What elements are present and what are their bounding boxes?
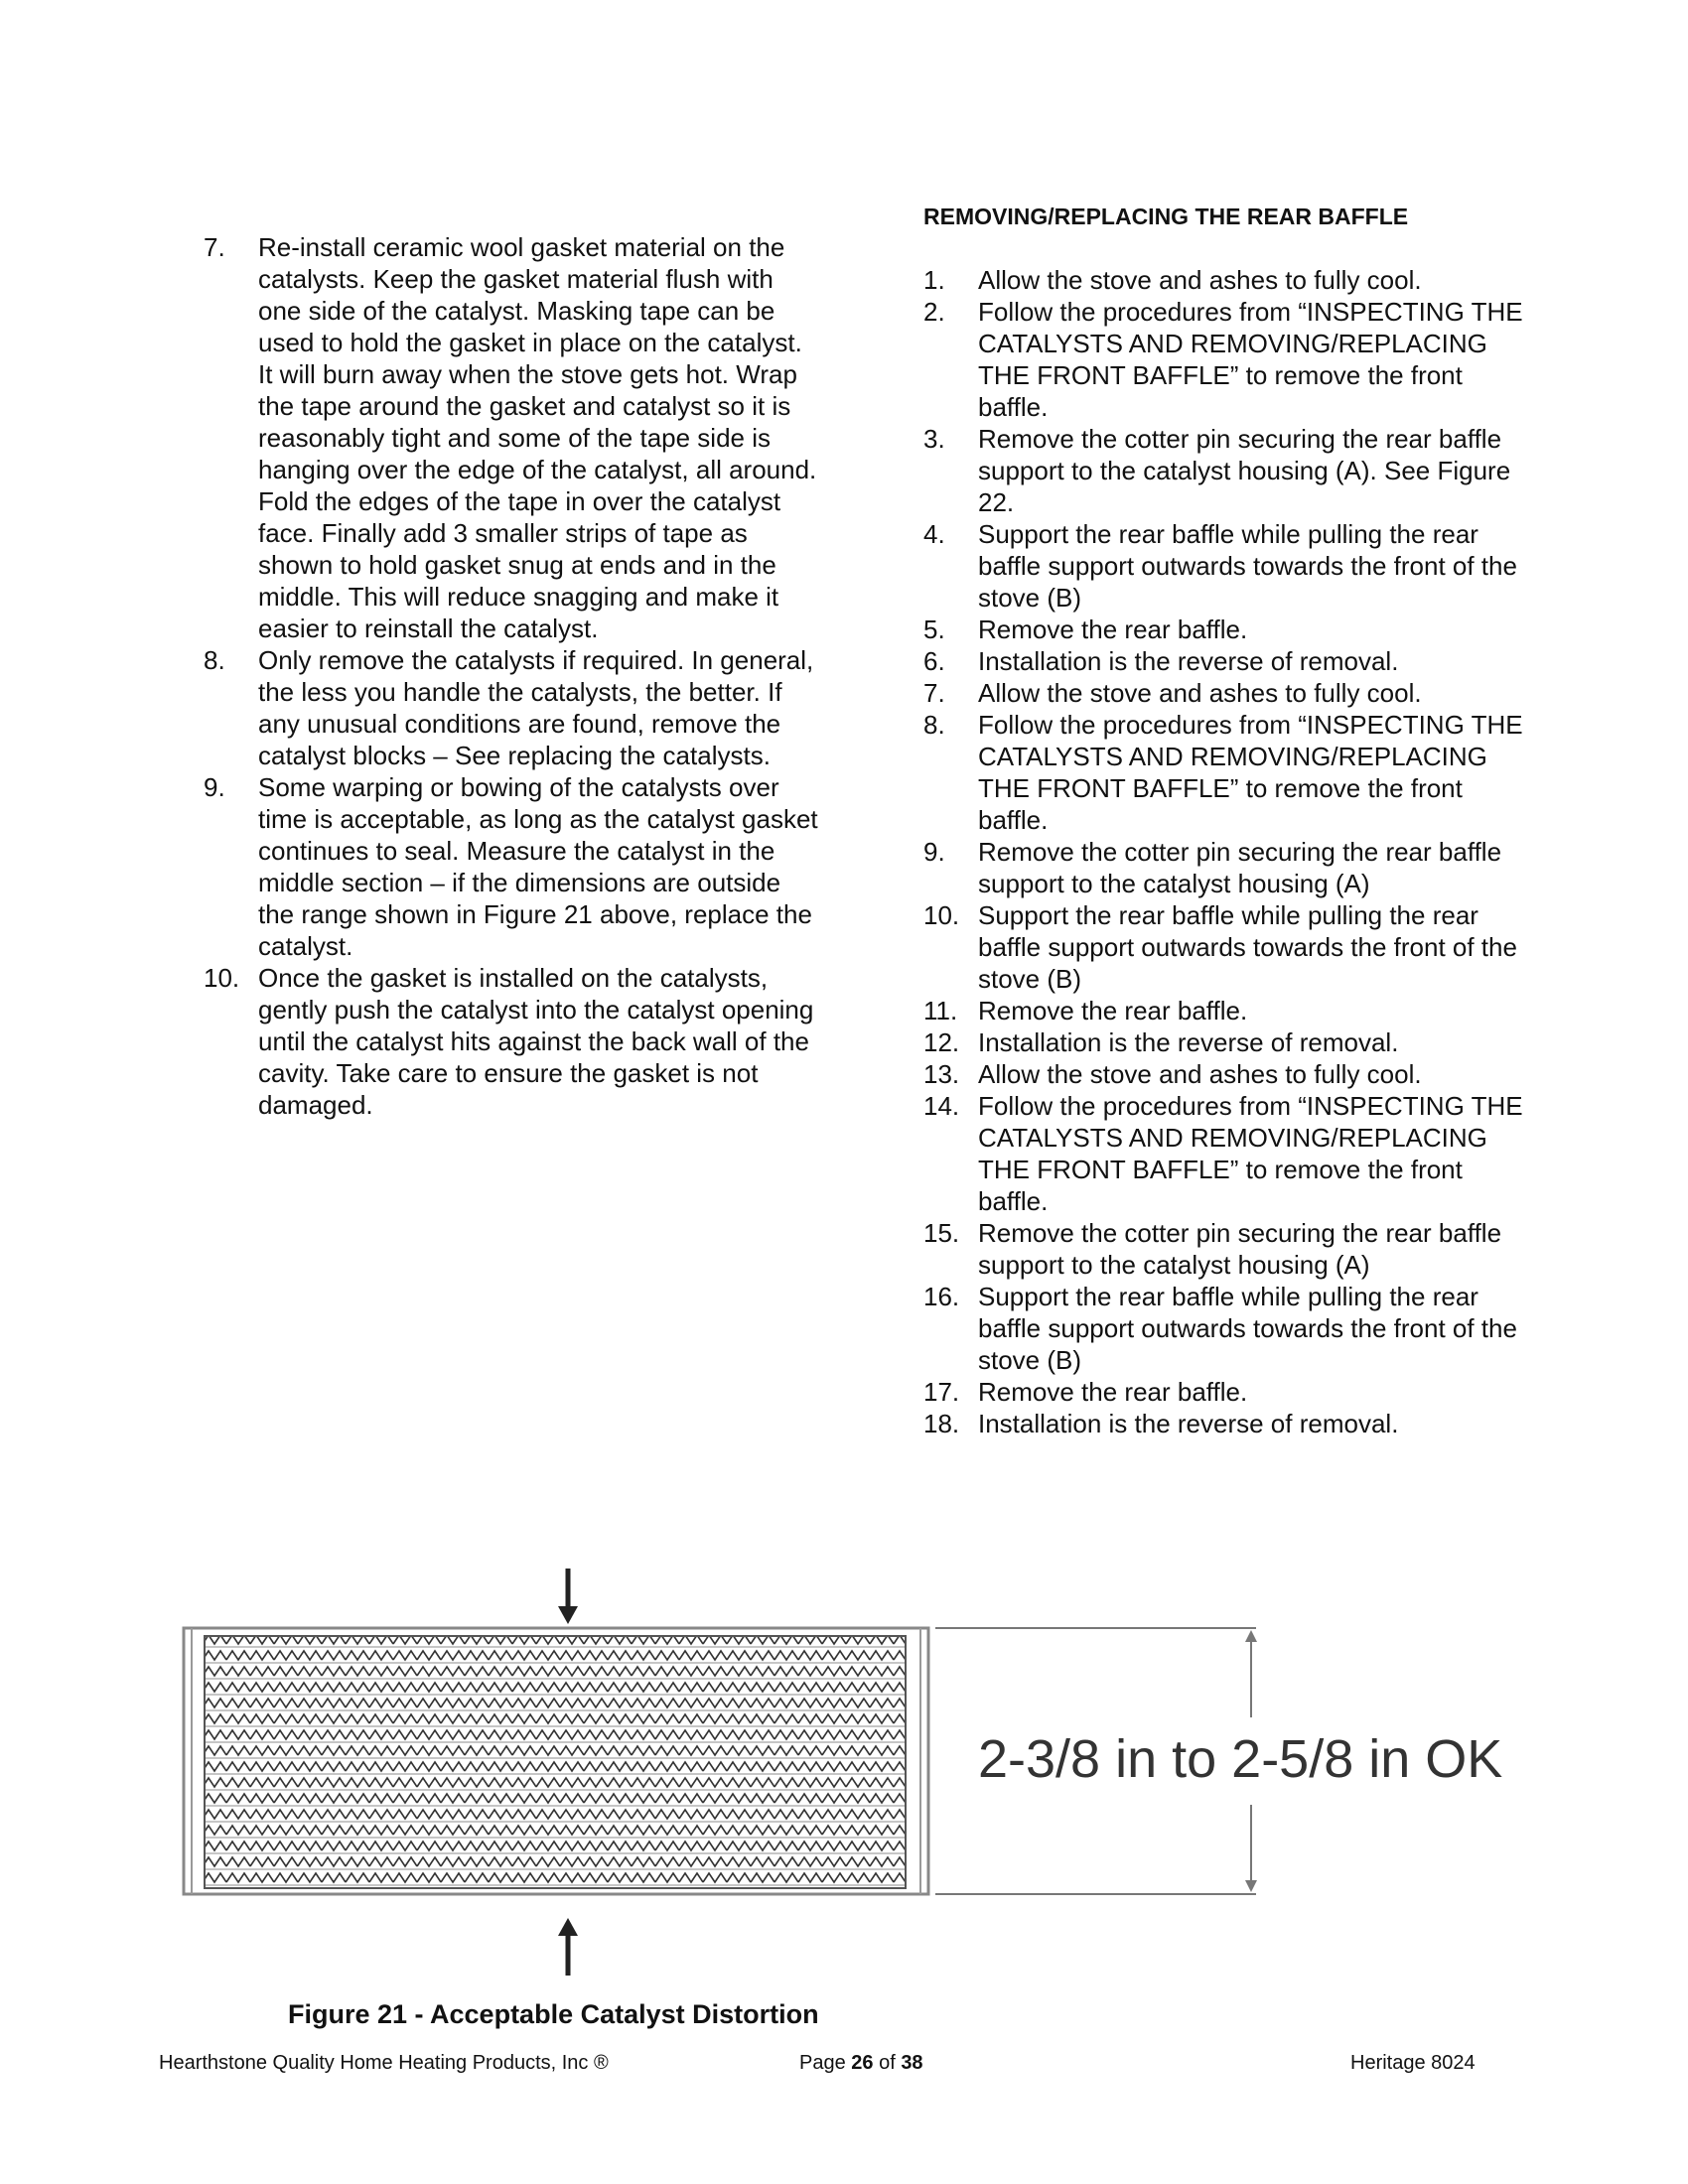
list-item: [923, 1408, 1539, 1439]
left-instruction-list: [204, 231, 819, 1121]
item-number: 4.: [923, 519, 945, 549]
section-heading: REMOVING/REPLACING THE REAR BAFFLE: [923, 204, 1409, 229]
list-item: [923, 423, 1539, 518]
catalyst-figure: [179, 1569, 1569, 1985]
list-item: [923, 518, 1539, 614]
left-column: [204, 231, 819, 1121]
footer-company: Hearthstone Quality Home Heating Products, Inc ®: [159, 2052, 609, 2074]
item-text: Installation is the reverse of removal.: [978, 646, 1399, 676]
item-text: Remove the rear baffle.: [978, 614, 1248, 644]
item-text: Once the gasket is installed on the catalysts, gently push the catalyst into the catalyst opening until the catalyst hits against the back wall of the cavity. Take care to ensure the gasket is not damaged.: [258, 963, 814, 1120]
list-item: [204, 644, 819, 771]
top-arrow-icon: [558, 1569, 578, 1624]
item-text: Remove the rear baffle.: [978, 1377, 1248, 1407]
item-number: 13.: [923, 1059, 960, 1089]
list-item: [923, 677, 1539, 709]
list-item: [923, 1026, 1539, 1058]
item-text: Support the rear baffle while pulling the rear baffle support outwards towards the front of the stove (B): [978, 519, 1517, 613]
bottom-arrow-icon: [558, 1918, 578, 1976]
item-number: 3.: [923, 424, 945, 454]
item-text: Allow the stove and ashes to fully cool.: [978, 1059, 1422, 1089]
item-text: Follow the procedures from “INSPECTING THE CATALYSTS AND REMOVING/REPLACING THE FRONT BAFFLE” to remove the front baffle.: [978, 1091, 1523, 1216]
item-number: 7.: [204, 232, 225, 262]
item-number: 16.: [923, 1282, 960, 1311]
item-number: 7.: [923, 678, 945, 708]
item-number: 2.: [923, 297, 945, 327]
item-number: 10.: [923, 900, 960, 930]
list-item: [923, 899, 1539, 995]
item-number: 18.: [923, 1409, 960, 1438]
list-item: [923, 296, 1539, 423]
item-text: Follow the procedures from “INSPECTING THE CATALYSTS AND REMOVING/REPLACING THE FRONT BAFFLE” to remove the front baffle.: [978, 297, 1523, 422]
item-text: Some warping or bowing of the catalysts over time is acceptable, as long as the catalyst gasket continues to seal. Measure the catalyst in the middle section – if the dimensions are outside the range shown in Figure 21 above, replace the catalyst.: [258, 772, 818, 961]
item-number: 1.: [923, 265, 945, 295]
item-text: Allow the stove and ashes to fully cool.: [978, 678, 1422, 708]
item-text: Installation is the reverse of removal.: [978, 1027, 1399, 1057]
list-item: [923, 264, 1539, 296]
item-text: Installation is the reverse of removal.: [978, 1409, 1399, 1438]
item-number: 6.: [923, 646, 945, 676]
current-page: 26: [851, 2052, 874, 2074]
list-item: [923, 645, 1539, 677]
list-item: [923, 1376, 1539, 1408]
right-instruction-list: [923, 264, 1539, 1439]
item-number: 9.: [923, 837, 945, 867]
list-item: [923, 1281, 1539, 1376]
page-prefix: Page: [799, 2052, 852, 2074]
item-number: 8.: [204, 645, 225, 675]
total-pages: 38: [901, 2052, 923, 2074]
item-text: Remove the cotter pin securing the rear baffle support to the catalyst housing (A): [978, 1218, 1502, 1280]
list-item: [923, 614, 1539, 645]
item-number: 8.: [923, 710, 945, 740]
item-text: Allow the stove and ashes to fully cool.: [978, 265, 1422, 295]
dimension-label: 2-3/8 in to 2-5/8 in OK: [978, 1729, 1503, 1789]
item-number: 5.: [923, 614, 945, 644]
list-item: [204, 771, 819, 962]
list-item: [923, 709, 1539, 836]
item-number: 15.: [923, 1218, 960, 1248]
catalyst-honeycomb: [205, 1636, 906, 1888]
list-item: [923, 1090, 1539, 1217]
item-text: Follow the procedures from “INSPECTING THE CATALYSTS AND REMOVING/REPLACING THE FRONT BAFFLE” to remove the front baffle.: [978, 710, 1523, 835]
right-column: [923, 203, 1539, 1439]
list-item: [923, 1217, 1539, 1281]
item-text: Remove the cotter pin securing the rear baffle support to the catalyst housing (A). See Figure 22.: [978, 424, 1511, 517]
list-item: [923, 995, 1539, 1026]
item-number: 9.: [204, 772, 225, 802]
list-item: [923, 1058, 1539, 1090]
list-item: [204, 962, 819, 1121]
footer-page-number: [799, 2052, 923, 2075]
list-item: [923, 836, 1539, 899]
item-text: Support the rear baffle while pulling the rear baffle support outwards towards the front of the stove (B): [978, 900, 1517, 994]
item-number: 17.: [923, 1377, 960, 1407]
figure-caption: Figure 21 - Acceptable Catalyst Distortion: [288, 1999, 819, 2029]
item-text: Remove the cotter pin securing the rear baffle support to the catalyst housing (A): [978, 837, 1502, 898]
item-number: 11.: [923, 996, 958, 1025]
page-of: of: [873, 2052, 902, 2074]
item-text: Support the rear baffle while pulling the rear baffle support outwards towards the front of the stove (B): [978, 1282, 1517, 1375]
footer-model: Heritage 8024: [1350, 2052, 1476, 2074]
item-text: Only remove the catalysts if required. In general, the less you handle the catalysts, the better. If any unusual conditions are found, remove the catalyst blocks – See replacing the catalysts.: [258, 645, 814, 770]
list-item: [204, 231, 819, 644]
item-text: Re-install ceramic wool gasket material on the catalysts. Keep the gasket material flush with one side of the catalyst. Masking tape can be used to hold the gasket in place on the catalyst. It will burn away when the stove gets hot. Wrap the tape around the gasket and catalyst so it is reasonably tight and some of the tape side is hanging over the edge of the catalyst, all around. Fold the edges of the tape in over the catalyst face. Finally add 3 smaller strips of tape as shown to hold gasket snug at ends and in the middle. This will reduce snagging and make it easier to reinstall the catalyst.: [258, 232, 817, 643]
item-number: 14.: [923, 1091, 960, 1121]
item-number: 12.: [923, 1027, 960, 1057]
item-text: Remove the rear baffle.: [978, 996, 1248, 1025]
item-number: 10.: [204, 963, 240, 993]
